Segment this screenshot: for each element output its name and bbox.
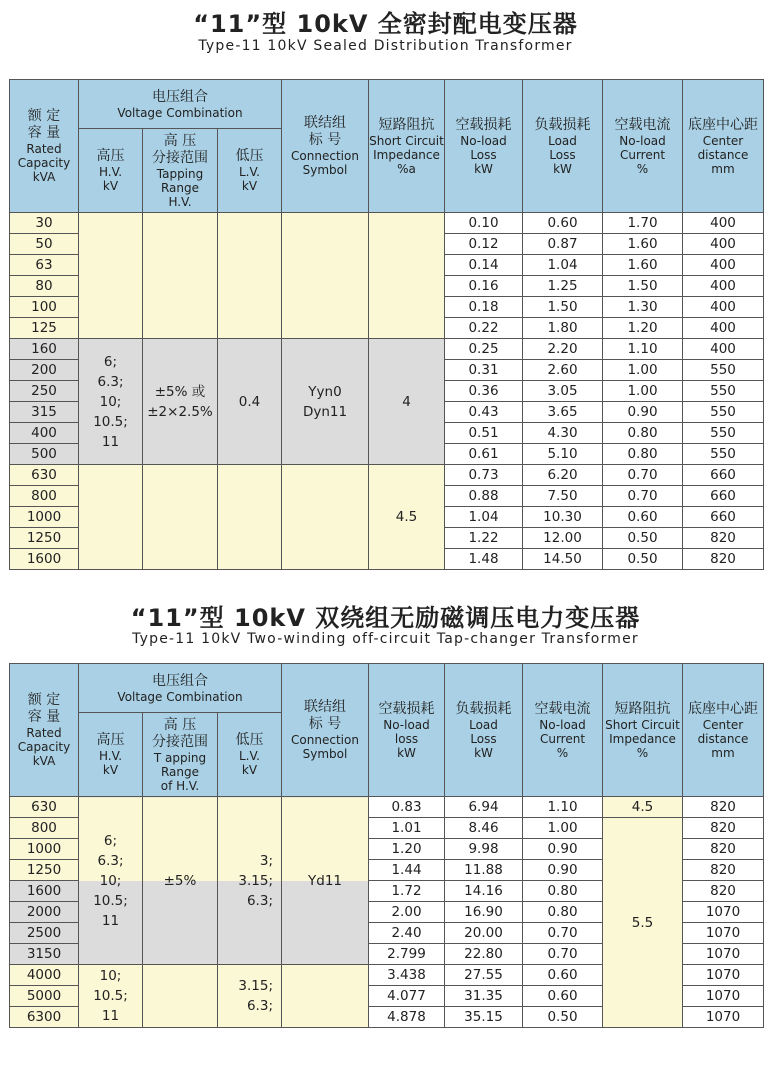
capacity-cell: 100 (10, 297, 79, 318)
noload-loss-cell: 0.12 (445, 234, 523, 255)
hv-value: 6; 6.3; 10; 10.5; 11 (79, 339, 143, 465)
center-distance-cell: 400 (683, 318, 764, 339)
capacity-cell: 200 (10, 360, 79, 381)
noload-loss-cell: 1.20 (369, 839, 445, 860)
noload-current-cell: 1.30 (603, 297, 683, 318)
center-distance-cell: 400 (683, 213, 764, 234)
noload-current-cell: 1.10 (603, 339, 683, 360)
load-loss-cell: 3.65 (523, 402, 603, 423)
capacity-cell: 1600 (10, 549, 79, 570)
capacity-cell: 50 (10, 234, 79, 255)
center-distance-cell: 820 (683, 860, 764, 881)
center-distance-cell: 400 (683, 339, 764, 360)
t1-header-rated-capacity: 额 定 容 量 Rated Capacity kVA (10, 80, 79, 213)
noload-loss-cell: 2.00 (369, 902, 445, 923)
load-loss-cell: 22.80 (445, 944, 523, 965)
impedance-empty (369, 213, 445, 339)
load-loss-cell: 12.00 (523, 528, 603, 549)
capacity-cell: 250 (10, 381, 79, 402)
capacity-cell: 630 (10, 797, 79, 818)
table2-title-cn: “11”型 10kV 双绕组无励磁调压电力变压器 (130, 604, 641, 632)
impedance-value: 5.5 (603, 818, 683, 1028)
load-loss-cell: 31.35 (445, 986, 523, 1007)
t2-header-impedance: 短路阻抗 Short Circuit Impedance % (603, 664, 683, 797)
center-distance-cell: 550 (683, 423, 764, 444)
table-row (10, 339, 764, 360)
capacity-cell: 500 (10, 444, 79, 465)
table1-title-en: Type-11 10kV Sealed Distribution Transformer (198, 38, 573, 54)
noload-current-cell: 1.60 (603, 255, 683, 276)
center-distance-cell: 1070 (683, 944, 764, 965)
t2-header-connection: 联结组 标 号 Connection Symbol (282, 664, 369, 797)
t1-header-noload-current: 空载电流 No-load Current % (603, 80, 683, 213)
capacity-cell: 63 (10, 255, 79, 276)
t1-header-load-loss: 负载损耗 Load Loss kW (523, 80, 603, 213)
load-loss-cell: 1.25 (523, 276, 603, 297)
center-distance-cell: 400 (683, 276, 764, 297)
capacity-cell: 400 (10, 423, 79, 444)
noload-loss-cell: 0.83 (369, 797, 445, 818)
load-loss-cell: 2.60 (523, 360, 603, 381)
capacity-cell: 2000 (10, 902, 79, 923)
capacity-cell: 1250 (10, 860, 79, 881)
capacity-cell: 125 (10, 318, 79, 339)
center-distance-cell: 400 (683, 297, 764, 318)
noload-current-cell: 0.70 (603, 486, 683, 507)
table-row (10, 465, 764, 486)
capacity-cell: 160 (10, 339, 79, 360)
hv-empty (79, 465, 143, 570)
load-loss-cell: 35.15 (445, 1007, 523, 1028)
load-loss-cell: 20.00 (445, 923, 523, 944)
t1-header-center-distance: 底座中心距 Center distance mm (683, 80, 764, 213)
noload-current-cell: 0.90 (523, 860, 603, 881)
capacity-cell: 1000 (10, 507, 79, 528)
load-loss-cell: 0.87 (523, 234, 603, 255)
noload-current-cell: 0.80 (523, 902, 603, 923)
t2-header-hv: 高压 H.V. kV (79, 713, 143, 797)
center-distance-cell: 1070 (683, 986, 764, 1007)
t1-header-tapping: 高 压 分接范围 Tapping Range H.V. (143, 129, 218, 213)
noload-loss-cell: 0.88 (445, 486, 523, 507)
noload-loss-cell: 1.48 (445, 549, 523, 570)
capacity-cell: 1250 (10, 528, 79, 549)
load-loss-cell: 14.16 (445, 881, 523, 902)
impedance-value: 4.5 (603, 797, 683, 818)
center-distance-cell: 1070 (683, 965, 764, 986)
noload-loss-cell: 4.077 (369, 986, 445, 1007)
noload-loss-cell: 1.01 (369, 818, 445, 839)
noload-current-cell: 1.50 (603, 276, 683, 297)
noload-loss-cell: 0.16 (445, 276, 523, 297)
capacity-cell: 30 (10, 213, 79, 234)
table2-title-en: Type-11 10kV Two-winding off-circuit Tap-changer Transformer (132, 631, 639, 647)
noload-current-cell: 0.80 (523, 881, 603, 902)
load-loss-cell: 3.05 (523, 381, 603, 402)
noload-current-cell: 0.60 (523, 965, 603, 986)
table1-title-cn: “11”型 10kV 全密封配电变压器 (193, 10, 578, 38)
center-distance-cell: 550 (683, 402, 764, 423)
noload-current-cell: 0.70 (523, 944, 603, 965)
capacity-cell: 315 (10, 402, 79, 423)
tapping-empty (143, 965, 218, 1028)
connection-empty (282, 465, 369, 570)
noload-loss-cell: 2.40 (369, 923, 445, 944)
t2-header-noload-loss: 空载损耗 No-load loss kW (369, 664, 445, 797)
center-distance-cell: 1070 (683, 902, 764, 923)
load-loss-cell: 7.50 (523, 486, 603, 507)
load-loss-cell: 6.94 (445, 797, 523, 818)
noload-current-cell: 0.70 (603, 465, 683, 486)
hv-empty (79, 213, 143, 339)
capacity-cell: 1600 (10, 881, 79, 902)
load-loss-cell: 0.60 (523, 213, 603, 234)
capacity-cell: 630 (10, 465, 79, 486)
t1-header-hv: 高压 H.V. kV (79, 129, 143, 213)
center-distance-cell: 550 (683, 444, 764, 465)
connection-value: Yd11 (282, 797, 369, 965)
load-loss-cell: 2.20 (523, 339, 603, 360)
center-distance-cell: 660 (683, 486, 764, 507)
noload-current-cell: 1.70 (603, 213, 683, 234)
tapping-value: ±5% 或 ±2×2.5% (143, 339, 218, 465)
noload-current-cell: 0.90 (523, 839, 603, 860)
noload-current-cell: 1.20 (603, 318, 683, 339)
t1-header-connection: 联结组 标 号 Connection Symbol (282, 80, 369, 213)
center-distance-cell: 400 (683, 255, 764, 276)
t2-header-load-loss: 负载损耗 Load Loss kW (445, 664, 523, 797)
capacity-cell: 3150 (10, 944, 79, 965)
noload-loss-cell: 0.18 (445, 297, 523, 318)
center-distance-cell: 550 (683, 360, 764, 381)
table1 (9, 79, 764, 570)
noload-current-cell: 0.80 (603, 423, 683, 444)
noload-loss-cell: 2.799 (369, 944, 445, 965)
load-loss-cell: 16.90 (445, 902, 523, 923)
lv-empty (218, 213, 282, 339)
load-loss-cell: 9.98 (445, 839, 523, 860)
load-loss-cell: 5.10 (523, 444, 603, 465)
connection-value: Yyn0 Dyn11 (282, 339, 369, 465)
capacity-cell: 80 (10, 276, 79, 297)
load-loss-cell: 27.55 (445, 965, 523, 986)
hv-value: 10; 10.5; 11 (79, 965, 143, 1028)
lv-empty (218, 465, 282, 570)
t1-header-voltage-combination: 电压组合 Voltage Combination (79, 80, 282, 129)
load-loss-cell: 8.46 (445, 818, 523, 839)
center-distance-cell: 820 (683, 528, 764, 549)
center-distance-cell: 820 (683, 818, 764, 839)
noload-loss-cell: 0.51 (445, 423, 523, 444)
hv-value: 6; 6.3; 10; 10.5; 11 (79, 797, 143, 965)
lv-value: 3; 3.15; 6.3; (218, 797, 282, 965)
noload-current-cell: 1.00 (523, 818, 603, 839)
t2-header-tapping: 高 压 分接范围 T apping Range of H.V. (143, 713, 218, 797)
noload-loss-cell: 0.36 (445, 381, 523, 402)
noload-loss-cell: 3.438 (369, 965, 445, 986)
lv-value: 0.4 (218, 339, 282, 465)
t1-header-noload-loss: 空载损耗 No-load Loss kW (445, 80, 523, 213)
t2-header-noload-current: 空载电流 No-load Current % (523, 664, 603, 797)
t2-header-rated-capacity: 额 定 容 量 Rated Capacity kVA (10, 664, 79, 797)
table-row (10, 797, 764, 818)
t1-header-impedance: 短路阻抗 Short Circuit Impedance %a (369, 80, 445, 213)
capacity-cell: 5000 (10, 986, 79, 1007)
noload-current-cell: 1.10 (523, 797, 603, 818)
center-distance-cell: 820 (683, 797, 764, 818)
noload-loss-cell: 0.22 (445, 318, 523, 339)
noload-current-cell: 0.80 (603, 444, 683, 465)
impedance-value: 4.5 (369, 465, 445, 570)
capacity-cell: 6300 (10, 1007, 79, 1028)
noload-loss-cell: 0.43 (445, 402, 523, 423)
center-distance-cell: 1070 (683, 1007, 764, 1028)
noload-loss-cell: 0.25 (445, 339, 523, 360)
tapping-empty (143, 213, 218, 339)
tapping-empty (143, 465, 218, 570)
center-distance-cell: 660 (683, 507, 764, 528)
noload-current-cell: 1.60 (603, 234, 683, 255)
load-loss-cell: 1.04 (523, 255, 603, 276)
capacity-cell: 4000 (10, 965, 79, 986)
noload-loss-cell: 1.44 (369, 860, 445, 881)
capacity-cell: 1000 (10, 839, 79, 860)
noload-loss-cell: 1.22 (445, 528, 523, 549)
center-distance-cell: 820 (683, 839, 764, 860)
noload-loss-cell: 0.31 (445, 360, 523, 381)
noload-current-cell: 0.50 (603, 528, 683, 549)
noload-current-cell: 0.60 (523, 986, 603, 1007)
t2-header-center-distance: 底座中心距 Center distance mm (683, 664, 764, 797)
load-loss-cell: 1.50 (523, 297, 603, 318)
t2-header-voltage-combination: 电压组合 Voltage Combination (79, 664, 282, 713)
center-distance-cell: 820 (683, 549, 764, 570)
noload-loss-cell: 0.73 (445, 465, 523, 486)
center-distance-cell: 550 (683, 381, 764, 402)
lv-value: 3.15; 6.3; (218, 965, 282, 1028)
center-distance-cell: 1070 (683, 923, 764, 944)
load-loss-cell: 6.20 (523, 465, 603, 486)
noload-loss-cell: 0.14 (445, 255, 523, 276)
connection-empty (282, 965, 369, 1028)
connection-empty (282, 213, 369, 339)
noload-loss-cell: 1.72 (369, 881, 445, 902)
capacity-cell: 2500 (10, 923, 79, 944)
noload-current-cell: 0.90 (603, 402, 683, 423)
noload-loss-cell: 0.61 (445, 444, 523, 465)
noload-current-cell: 1.00 (603, 381, 683, 402)
noload-current-cell: 1.00 (603, 360, 683, 381)
noload-current-cell: 0.50 (603, 549, 683, 570)
load-loss-cell: 11.88 (445, 860, 523, 881)
load-loss-cell: 14.50 (523, 549, 603, 570)
tapping-value: ±5% (143, 797, 218, 965)
load-loss-cell: 4.30 (523, 423, 603, 444)
noload-current-cell: 0.50 (523, 1007, 603, 1028)
t2-header-lv: 低压 L.V. kV (218, 713, 282, 797)
capacity-cell: 800 (10, 486, 79, 507)
center-distance-cell: 660 (683, 465, 764, 486)
t1-header-lv: 低压 L.V. kV (218, 129, 282, 213)
noload-loss-cell: 1.04 (445, 507, 523, 528)
table-row (10, 213, 764, 234)
load-loss-cell: 10.30 (523, 507, 603, 528)
impedance-value: 4 (369, 339, 445, 465)
noload-loss-cell: 4.878 (369, 1007, 445, 1028)
center-distance-cell: 400 (683, 234, 764, 255)
noload-current-cell: 0.60 (603, 507, 683, 528)
load-loss-cell: 1.80 (523, 318, 603, 339)
noload-current-cell: 0.70 (523, 923, 603, 944)
noload-loss-cell: 0.10 (445, 213, 523, 234)
capacity-cell: 800 (10, 818, 79, 839)
table2 (9, 663, 764, 1028)
center-distance-cell: 820 (683, 881, 764, 902)
